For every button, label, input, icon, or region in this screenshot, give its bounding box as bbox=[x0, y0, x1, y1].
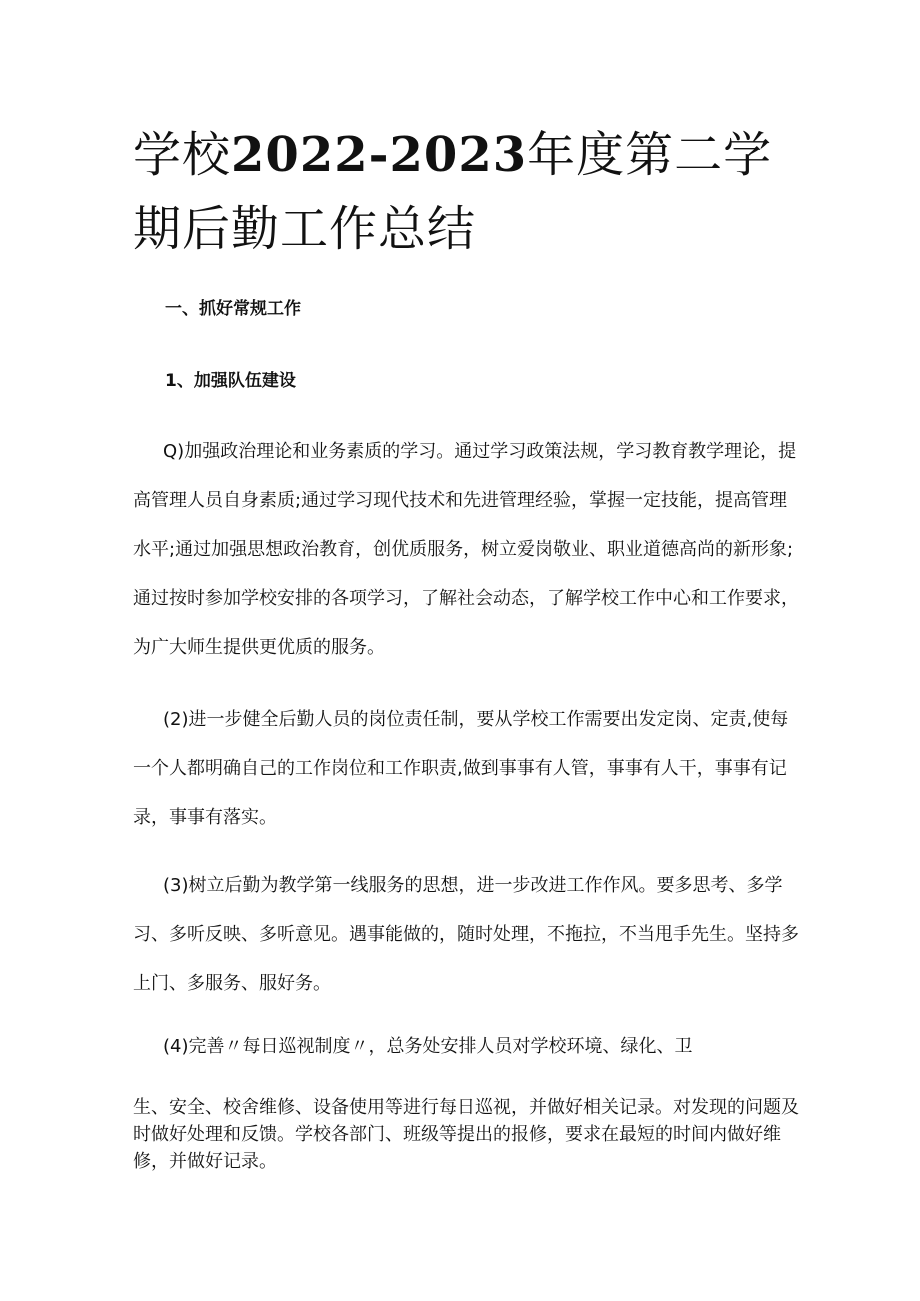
section-heading: 一、抓好常规工作 bbox=[165, 299, 301, 319]
title-year: 2022-2023 bbox=[231, 127, 528, 183]
paragraph-4-continuation: 生、安全、校舍维修、设备使用等进行每日巡视，并做好相关记录。对发现的问题及时做好处理和反馈。学校各部门、班级等提出的报修，要求在最短的时间内做好维修，并做好记录。 bbox=[133, 1097, 799, 1172]
subsection-heading: 1、加强队伍建设 bbox=[165, 371, 296, 391]
document-title bbox=[133, 118, 813, 266]
title-prefix: 学校 bbox=[133, 127, 232, 183]
paragraph-2: (2)进一步健全后勤人员的岗位责任制，要从学校工作需要出发定岗、定责,使每一个人都明确自己的工作岗位和工作职责,做到事事有人管，事事有人干，事事有记录，事事有落实。 bbox=[133, 709, 789, 828]
paragraph-3: (3)树立后勤为教学第一线服务的思想，进一步改进工作作风。要多思考、多学习、多听反映、多听意见。遇事能做的，随时处理，不拖拉，不当甩手先生。坚持多上门、多服务、服好务。 bbox=[133, 875, 799, 994]
title-suffix: 年度第二学期后勤工作总结 bbox=[133, 127, 773, 257]
paragraph-4-first-line: (4)完善〃每日巡视制度〃，总务处安排人员对学校环境、绿化、卫 bbox=[163, 1036, 693, 1057]
paragraph-1: Q)加强政治理论和业务素质的学习。通过学习政策法规，学习教育教学理论，提高管理人员自身素质;通过学习现代技术和先进管理经验，掌握一定技能，提高管理水平;通过加强思想政治教育，创优质服务，树立爱岗敬业、职业道德高尚的新形象;通过按时参加学校安排的各项学习，了解社会动态，了解学校工作中心和工作要求，为广大师生提供更优质的服务。 bbox=[133, 441, 799, 658]
